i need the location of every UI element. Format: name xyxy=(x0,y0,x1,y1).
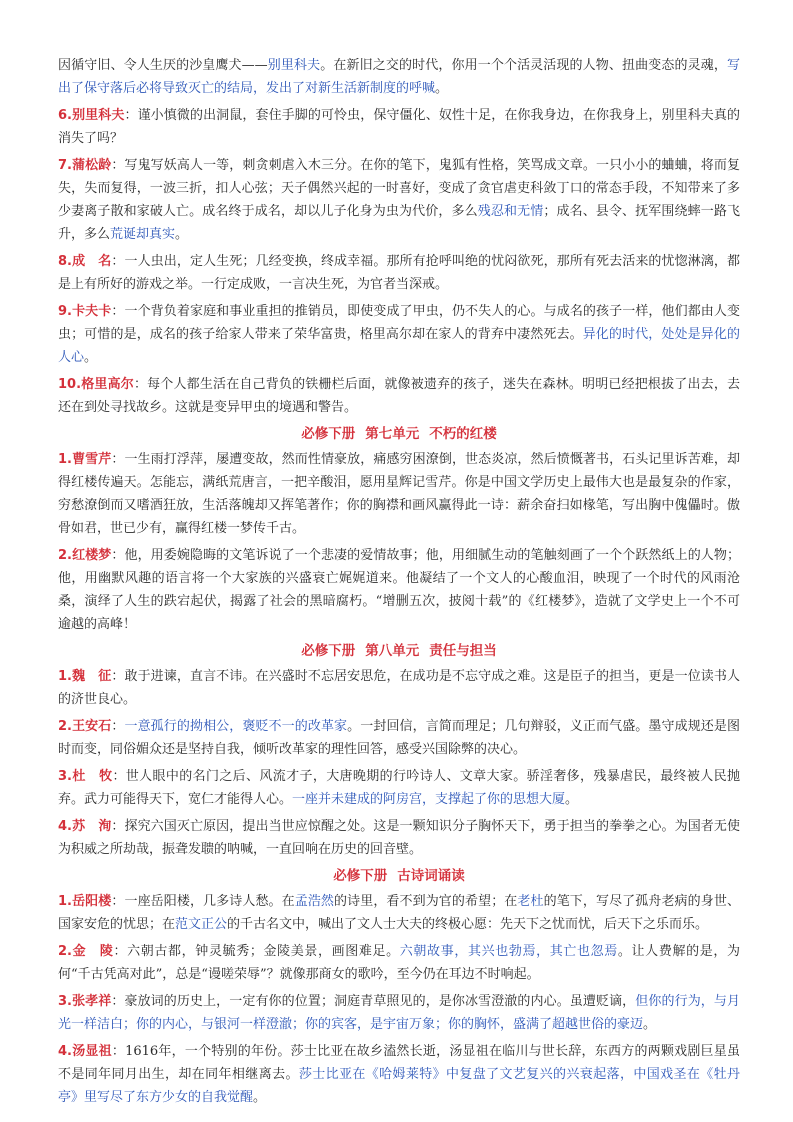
document-page xyxy=(58,54,740,1113)
body-text: 的诗里，看不到为官的希望；在 xyxy=(334,894,518,909)
entry-label: 3.杜 牧 xyxy=(58,769,113,784)
entry-label: 4.苏 洵 xyxy=(58,819,112,834)
paragraph-6 xyxy=(58,373,740,419)
entry-label: 1.曹雪芹 xyxy=(58,452,112,467)
entry-label: 4.汤显祖 xyxy=(58,1044,112,1059)
highlighted-text: 莎士比亚在《哈姆莱特》中复盘了文艺复兴的兴衰起落，中国戏圣在《牡丹亭》里写尽了东方少女的自我觉醒 xyxy=(58,1067,740,1105)
paragraph-16 xyxy=(58,1040,740,1109)
entry-label: 1.魏 征 xyxy=(58,669,112,684)
body-text: 因循守旧、令人生厌的沙皇鹰犬—— xyxy=(58,58,268,73)
entry-label: 3.张孝祥 xyxy=(58,994,112,1009)
body-text: ： xyxy=(111,719,125,734)
section-title-part: 必修下册 xyxy=(301,426,356,442)
body-text: 。在新旧之交的时代，你用一个个活灵活现的人物、扭曲变态的灵魂， xyxy=(320,58,727,73)
highlighted-text: 一意孤行的拗相公，褒贬不一的改革家 xyxy=(124,719,348,734)
body-text: 。 xyxy=(175,227,189,242)
body-text: ：一人虫出，定人生死；几经变换，终成幸福。那所有抢呼叫绝的忧闷欲死，那所有死去活来的忧惚淋漓，都是上有所好的游戏之举。一行定成败，一言决生死，为官者当深戒。 xyxy=(58,254,740,292)
paragraph-15 xyxy=(58,990,740,1036)
entry-label: 10.格里高尔 xyxy=(58,377,134,392)
paragraph-5 xyxy=(58,300,740,369)
paragraph-10 xyxy=(58,715,740,761)
section-title-part: 第八单元 xyxy=(365,643,420,659)
body-text: 。 xyxy=(435,81,449,96)
entry-label: 7.蒲松龄 xyxy=(58,158,112,173)
paragraph-13 xyxy=(58,890,740,936)
highlighted-text: 一座并未建成的阿房宫，支撑起了你的思想大厦 xyxy=(292,792,566,807)
paragraph-3 xyxy=(58,154,740,246)
highlighted-text: 残忍和无情 xyxy=(477,204,544,219)
body-text: 。 xyxy=(253,1090,267,1105)
body-text: 。 xyxy=(643,1017,657,1032)
body-text: 。一封回信，言简而理足；几句辩驳，义正而气盛。墨守成规还是图时而变，同俗媚众还是坚持自我，倾听改革家的理性回答，感受兴国除弊的决心。 xyxy=(58,719,740,757)
section-title-2 xyxy=(58,640,740,662)
body-text: ：敢于进谏，直言不讳。在兴盛时不忘居安思危，在成功是不忘守成之难。这是臣子的担当，更是一位读书人的济世良心。 xyxy=(58,669,740,707)
body-text: ：一座岳阳楼，几多诗人愁。在 xyxy=(111,894,295,909)
body-text: ；成名、县令、抚军围绕蟀一路飞升，多么 xyxy=(58,204,740,242)
section-title-3 xyxy=(58,865,740,887)
paragraph-12 xyxy=(58,815,740,861)
highlighted-text: 范文正公 xyxy=(175,917,228,932)
section-title-part: 必修下册 xyxy=(301,643,356,659)
entry-label: 9.卡夫卡 xyxy=(58,304,112,319)
body-text: 。 xyxy=(84,350,98,365)
body-text: 的千古名文中，喊出了文人士大夫的终极心愿：先天下之忧而忧，后天下之乐而乐。 xyxy=(227,917,709,932)
body-text: ：豪放词的历史上，一定有你的位置；洞庭青草照见的，是你冰雪澄澈的内心。虽遭贬谪， xyxy=(111,994,636,1009)
body-text: 。让人费解的是，为何“千古凭高对此”，总是“谩嗟荣辱”？就像那商女的歌吟，至今仍在耳边不时响起。 xyxy=(58,944,740,982)
body-text: ：一生雨打浮萍，屡遭变故，然而性情豪放，痛感穷困潦倒，世态炎凉，然后愤慨著书，石头记里诉苦难，却得红楼传遍天。怎能忘，满纸荒唐言，一把辛酸泪，愿用星辉记雪芹。你是中国文学历史上最伟大也是最复杂的作家，穷愁潦倒而又嗜酒狂放，生活落魄却又挥笔著作；你的胸襟和画风赢得此一诗：薪余奋扫如椽笔，写出胸中傀儡时。傲骨如君，世已少有，赢得红楼一梦传千古。 xyxy=(58,452,740,536)
entry-label: 2.王安石 xyxy=(58,719,112,734)
section-title-part: 不朽的红楼 xyxy=(429,426,497,442)
body-text: ：写鬼写妖高人一等，刺贪刺虐入木三分。在你的笔下，鬼狐有性格，笑骂成文章。一只小小的蛐蛐，将而复失，失而复得，一波三折，扣人心弦；天子偶然兴起的一时喜好，变成了贪官虐吏科敛丁口的常态手段，不知带来了多少妻离子散和家破人亡。成名终于成名，却以儿子化身为虫为代价，多么 xyxy=(58,158,740,219)
paragraph-9 xyxy=(58,665,740,711)
paragraph-8 xyxy=(58,544,740,636)
section-title-part: 责任与担当 xyxy=(429,643,497,659)
highlighted-text: 别里科夫 xyxy=(267,58,321,73)
body-text: ：一个背负着家庭和事业重担的推销员，即使变成了甲虫，仍不失人的心。与成名的孩子一样，他们都由人变虫；可惜的是，成名的孩子给家人带来了荣华富贵，格里高尔却在家人的背弃中凄然死去。 xyxy=(58,304,740,342)
section-title-part: 必修下册 xyxy=(333,868,388,884)
paragraph-14 xyxy=(58,940,740,986)
body-text: ：1616年，一个特别的年份。莎士比亚在故乡溘然长逝，汤显祖在临川与世长辞，东西方的两颗戏剧巨星虽不是同年同月出生，却在同年相继离去。 xyxy=(58,1044,741,1082)
entry-label: 8.成 名 xyxy=(58,254,112,269)
section-title-part: 第七单元 xyxy=(365,426,420,442)
body-text: 。 xyxy=(565,792,579,807)
paragraph-4 xyxy=(58,250,740,296)
body-text: ：六朝古都，钟灵毓秀；金陵美景，画图难足。 xyxy=(113,944,400,959)
body-text: ：他，用委婉隐晦的文笔诉说了一个悲凄的爱情故事；他，用细腻生动的笔触刻画了一个个跃然纸上的人物；他，用幽默风趣的语言将一个大家族的兴盛衰亡娓娓道来。他凝结了一个文人的心酸血泪，映现了一个时代的风雨沧桑，演绎了人生的跌宕起伏，揭露了社会的黑暗腐朽。“增删五次，披阅十载”的《红楼梦》，造就了文学史上一个不可逾越的高峰！ xyxy=(58,548,740,632)
paragraph-7 xyxy=(58,448,740,540)
entry-label: 2.红楼梦 xyxy=(58,548,112,563)
entry-label: 6.别里科夫 xyxy=(58,108,125,123)
body-text: ：每个人都生活在自己背负的铁栅栏后面，就像被遗弃的孩子，迷失在森林。明明已经把根拔了出去，去还在到处寻找故乡。这就是变异甲虫的境遇和警告。 xyxy=(58,377,740,415)
body-text: ：谨小慎微的出洞鼠，套住手脚的可怜虫，保守僵化、奴性十足，在你我身边，在你我身上，别里科夫真的消失了吗？ xyxy=(58,108,740,146)
highlighted-text: 六朝故事，其兴也勃焉，其亡也忽焉 xyxy=(399,944,618,959)
entry-label: 2.金 陵 xyxy=(58,944,114,959)
highlighted-text: 写出了保守落后必将导致灭亡的结局，发出了对新生活新制度的呼喊 xyxy=(58,58,740,96)
body-text: ：世人眼中的名门之后、风流才子，大唐晚期的行吟诗人、文章大家。骄淫奢侈，残暴虐民，最终被人民抛弃。武力可能得天下，宽仁才能得人心。 xyxy=(58,769,740,807)
section-title-part: 古诗词诵读 xyxy=(397,868,465,884)
entry-label: 1.岳阳楼 xyxy=(58,894,112,909)
highlighted-text: 孟浩然 xyxy=(294,894,335,909)
highlighted-text: 但你的行为，与月光一样洁白；你的内心，与银河一样澄澈；你的宾客，是宇宙万象；你的胸怀，盛满了超越世俗的豪迈 xyxy=(58,994,740,1032)
body-text: ：探究六国灭亡原因，提出当世应惊醒之处。这是一颗知识分子胸怀天下，勇于担当的拳拳之心。为国者无使为积威之所劫哉，振聋发聩的呐喊，一直回响在历史的回音壁。 xyxy=(58,819,740,857)
paragraph-11 xyxy=(58,765,740,811)
body-text: 的笔下，写尽了孤舟老病的身世、国家安危的忧思；在 xyxy=(58,894,740,932)
section-title-1 xyxy=(58,423,740,445)
highlighted-text: 异化的时代，处处是异化的人心 xyxy=(58,327,740,365)
highlighted-text: 荒诞却真实 xyxy=(110,227,176,242)
paragraph-1 xyxy=(58,54,740,100)
paragraph-2 xyxy=(58,104,740,150)
highlighted-text: 老杜 xyxy=(517,894,544,909)
